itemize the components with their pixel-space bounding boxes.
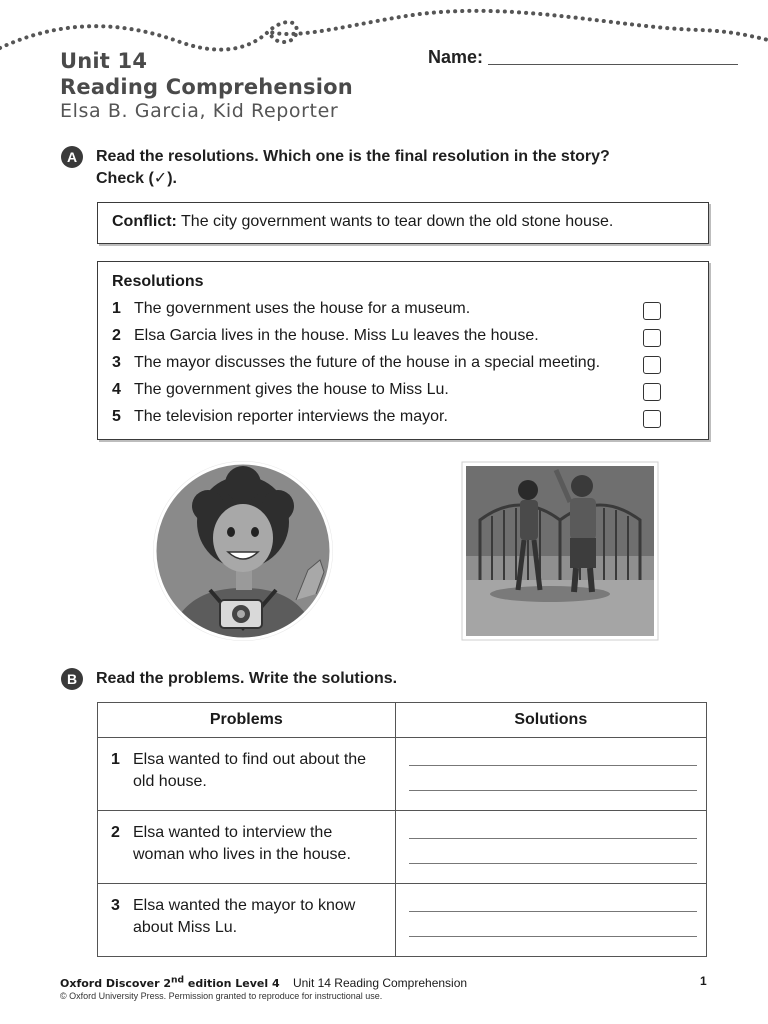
solution-writing-line[interactable]: [409, 911, 697, 912]
story-subtitle: Elsa B. Garcia, Kid Reporter: [60, 100, 339, 122]
resolution-number: 5: [112, 408, 121, 425]
conflict-box: [97, 202, 709, 244]
solution-writing-line[interactable]: [409, 838, 697, 839]
conflict-statement: [112, 213, 613, 231]
resolution-text: Elsa Garcia lives in the house. Miss Lu leaves the house.: [134, 327, 539, 344]
resolution-number: 3: [112, 354, 121, 371]
problem-text-line: Elsa wanted to find out about the: [133, 751, 367, 768]
name-writing-line[interactable]: [488, 64, 738, 65]
resolution-item: [112, 327, 672, 349]
conflict-label: Conflict:: [112, 213, 177, 230]
solution-cell[interactable]: [395, 884, 706, 957]
brand-superscript: nd: [170, 974, 185, 985]
section-a-instruction: [96, 146, 610, 190]
resolution-checkbox[interactable]: [643, 302, 661, 320]
table-row: [98, 738, 707, 811]
resolutions-box: [97, 261, 709, 440]
instruction-line: Check (✓).: [96, 170, 177, 187]
resolution-checkbox[interactable]: [643, 410, 661, 428]
table-row: [98, 884, 707, 957]
problem-item: [99, 739, 394, 793]
problems-solutions-table: [97, 702, 707, 957]
resolution-number: 1: [112, 300, 121, 317]
table-row: [98, 811, 707, 884]
problem-cell: [98, 738, 396, 811]
footer-course-line: [60, 974, 467, 990]
solution-cell[interactable]: [395, 811, 706, 884]
footer-brand: [60, 974, 280, 990]
resolution-item: [112, 408, 672, 430]
resolution-text: The government uses the house for a museum.: [134, 300, 471, 317]
problem-number: 1: [111, 751, 120, 768]
problems-column-header: Problems: [98, 703, 396, 738]
resolution-number: 2: [112, 327, 121, 344]
elsa-reporter-illustration: [148, 460, 338, 642]
section-title: Reading Comprehension: [60, 75, 353, 99]
resolutions-title: Resolutions: [112, 273, 204, 290]
brand-name: Oxford Discover 2: [60, 976, 171, 990]
table-header-row: [98, 703, 707, 738]
solution-writing-line[interactable]: [409, 936, 697, 937]
resolution-text: The mayor discusses the future of the house in a special meeting.: [134, 354, 601, 371]
solution-cell[interactable]: [395, 738, 706, 811]
conflict-text: The city government wants to tear down the old stone house.: [176, 213, 614, 230]
problem-text-line: old house.: [133, 773, 207, 790]
problem-text-line: about Miss Lu.: [133, 919, 238, 936]
resolution-number: 4: [112, 381, 121, 398]
problem-item: [99, 885, 394, 939]
resolution-checkbox[interactable]: [643, 383, 661, 401]
brand-edition: edition Level 4: [184, 976, 280, 990]
problem-number: 3: [111, 897, 120, 914]
name-label: Name:: [428, 47, 484, 67]
footer-copyright: © Oxford University Press. Permission granted to reproduce for instructional use.: [60, 991, 383, 1001]
resolution-item: [112, 354, 672, 376]
instruction-line: Read the resolutions. Which one is the final resolution in the story?: [96, 148, 610, 165]
resolution-text: The television reporter interviews the mayor.: [134, 408, 448, 425]
section-b-badge: B: [61, 668, 83, 690]
unit-number: Unit 14: [60, 49, 148, 73]
unit-heading: [60, 48, 353, 100]
problem-number: 2: [111, 824, 120, 841]
resolution-item: [112, 300, 672, 322]
resolution-checkbox[interactable]: [643, 356, 661, 374]
resolution-text: The government gives the house to Miss Lu.: [134, 381, 449, 398]
problem-cell: [98, 884, 396, 957]
solution-writing-line[interactable]: [409, 863, 697, 864]
house-gate-scene-illustration: [460, 460, 660, 642]
page-number: 1: [700, 974, 707, 988]
section-b-instruction: Read the problems. Write the solutions.: [96, 670, 398, 687]
solution-writing-line[interactable]: [409, 790, 697, 791]
problem-item: [99, 812, 394, 866]
problem-text-line: Elsa wanted to interview the: [133, 824, 333, 841]
problem-text-line: woman who lives in the house.: [133, 846, 351, 863]
solutions-column-header: Solutions: [395, 703, 706, 738]
resolution-checkbox[interactable]: [643, 329, 661, 347]
resolution-item: [112, 381, 672, 403]
solution-writing-line[interactable]: [409, 765, 697, 766]
problem-cell: [98, 811, 396, 884]
problem-text-line: Elsa wanted the mayor to know: [133, 897, 356, 914]
section-a-badge: A: [61, 146, 83, 168]
footer-course: Unit 14 Reading Comprehension: [292, 975, 468, 990]
